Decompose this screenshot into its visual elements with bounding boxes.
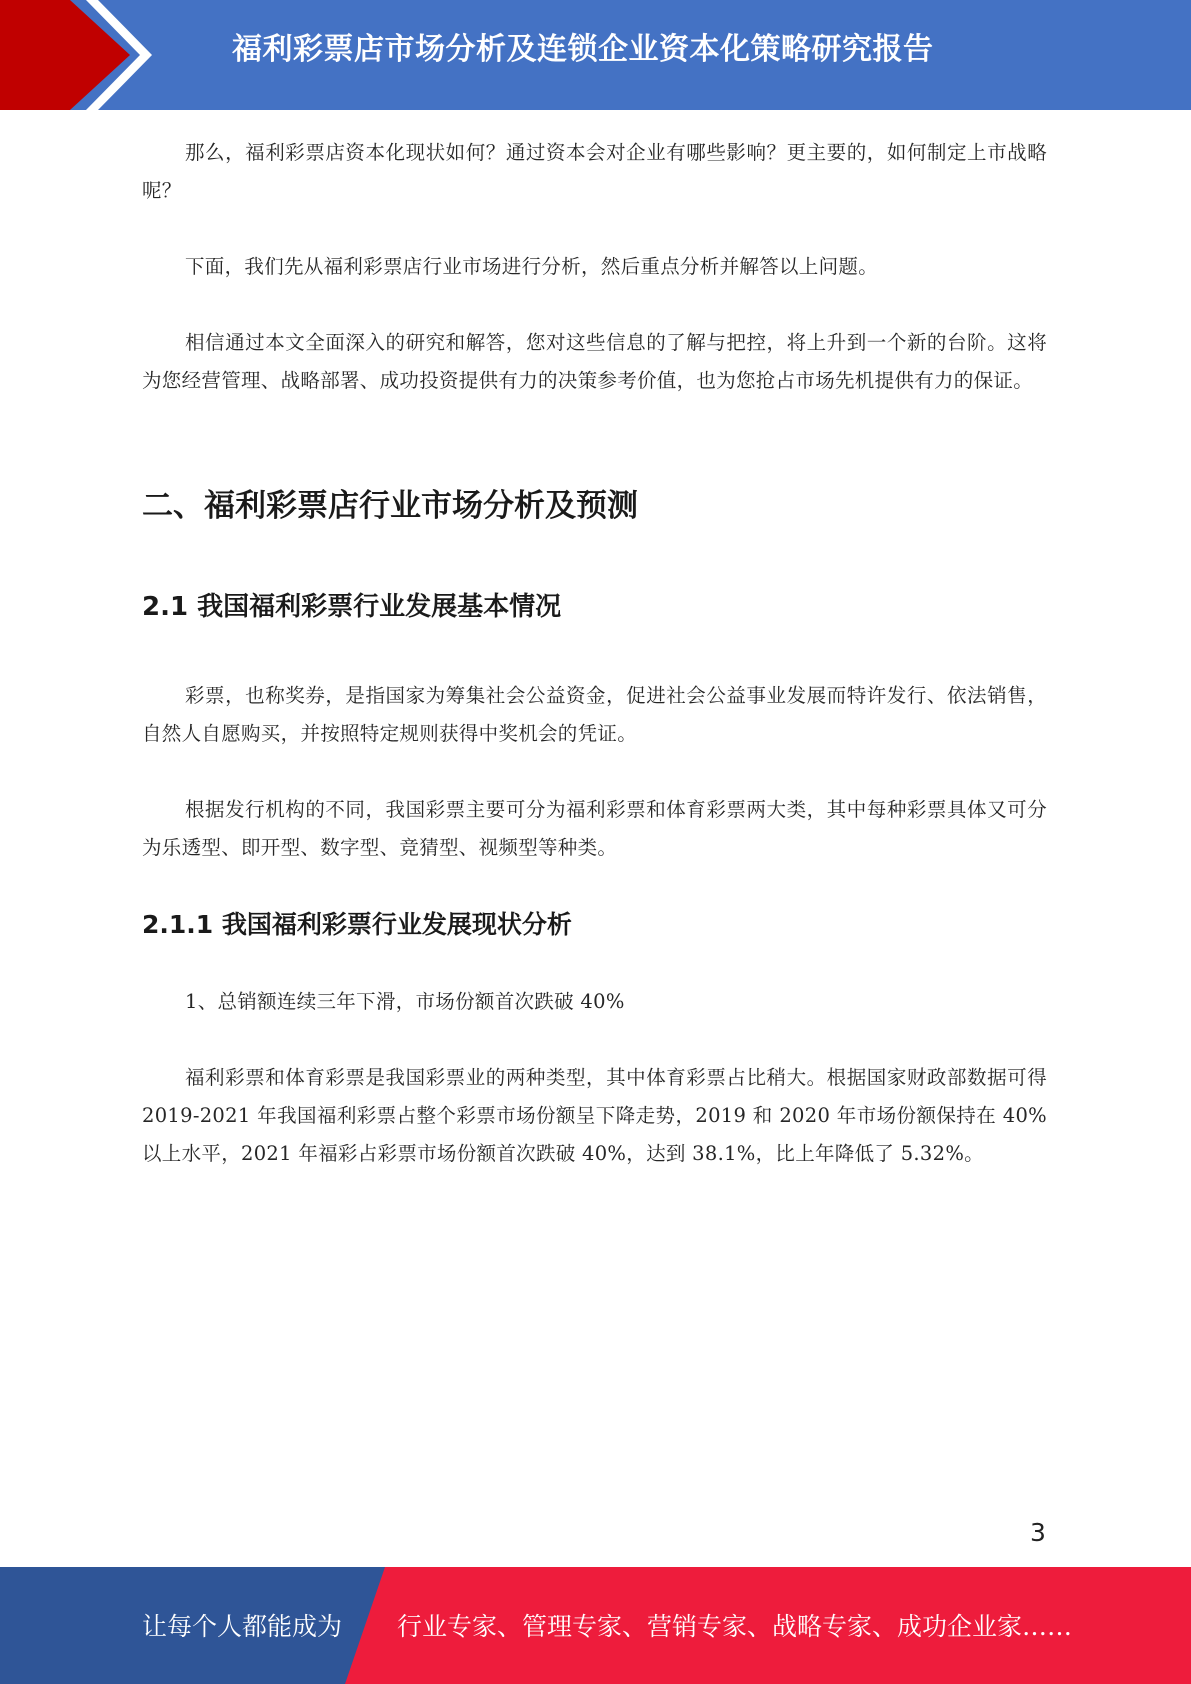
subsection-body bbox=[142, 677, 1047, 867]
intro-paragraph-2: 下面，我们先从福利彩票店行业市场进行分析，然后重点分析并解答以上问题。 bbox=[185, 255, 879, 278]
intro-section bbox=[142, 134, 1047, 400]
list-item: 1、总销额连续三年下滑，市场份额首次跌破 40% bbox=[185, 990, 625, 1013]
subsection-heading: 2.1 我国福利彩票行业发展基本情况 bbox=[142, 592, 562, 622]
section-heading: 二、福利彩票店行业市场分析及预测 bbox=[142, 488, 638, 524]
intro-paragraph-3: 相信通过本文全面深入的研究和解答，您对这些信息的了解与把控，将上升到一个新的台阶。这将为您经营管理、战略部署、成功投资提供有力的决策参考价值，也为您抢占市场先机提供有力的保证。 bbox=[142, 331, 1047, 392]
document-title: 福利彩票店市场分析及连锁企业资本化策略研究报告 bbox=[232, 32, 934, 67]
footer-banner bbox=[0, 1567, 1191, 1684]
lottery-definition-paragraph: 彩票，也称奖券，是指国家为筹集社会公益资金，促进社会公益事业发展而特许发行、依法销售，自然人自愿购买，并按照特定规则获得中奖机会的凭证。 bbox=[142, 684, 1047, 745]
footer-slogan-left: 让每个人都能成为 bbox=[142, 1612, 343, 1641]
market-share-paragraph: 福利彩票和体育彩票是我国彩票业的两种类型，其中体育彩票占比稍大。根据国家财政部数据可得 2019-2021 年我国福利彩票占整个彩票市场份额呈下降走势，2019 和 2020 年市场份额保持在 40%以上水平，2021 年福彩占彩票市场份额首次跌破 40%，达到 38.1%，比上年降低了 5.32%。 bbox=[142, 1066, 1047, 1165]
header-banner bbox=[0, 0, 1191, 110]
lottery-types-paragraph: 根据发行机构的不同，我国彩票主要可分为福利彩票和体育彩票两大类，其中每种彩票具体又可分为乐透型、即开型、数字型、竞猜型、视频型等种类。 bbox=[142, 798, 1047, 859]
sub-subsection-body bbox=[142, 983, 1047, 1173]
page-number: 3 bbox=[1030, 1518, 1046, 1547]
footer-slogan-right: 行业专家、管理专家、营销专家、战略专家、成功企业家…… bbox=[397, 1612, 1073, 1641]
intro-paragraph-1: 那么，福利彩票店资本化现状如何？通过资本会对企业有哪些影响？更主要的，如何制定上市战略呢？ bbox=[142, 141, 1047, 202]
sub-subsection-heading: 2.1.1 我国福利彩票行业发展现状分析 bbox=[142, 910, 572, 939]
